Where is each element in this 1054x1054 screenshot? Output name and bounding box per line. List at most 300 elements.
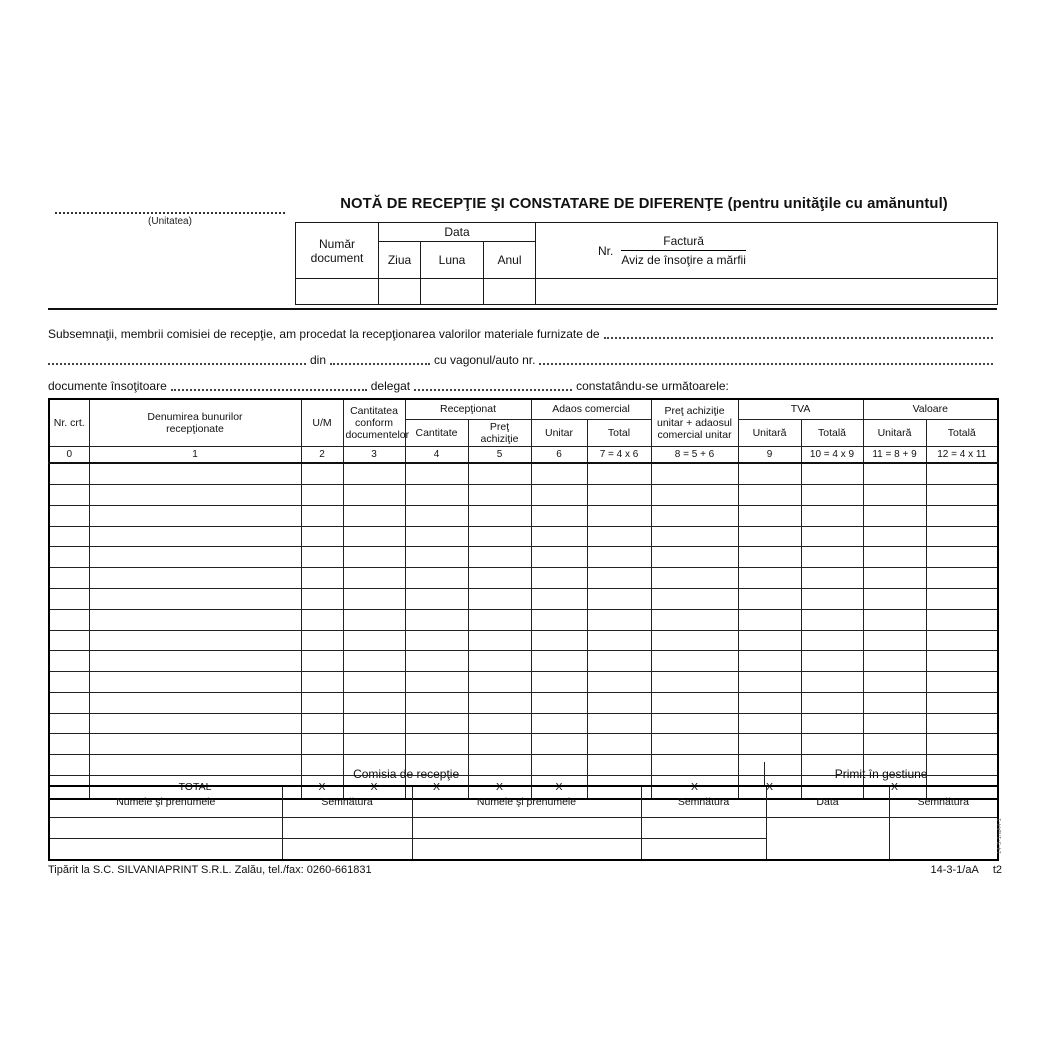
col-number: 9	[738, 447, 801, 464]
form-code	[750, 864, 1002, 876]
empty-cell	[468, 505, 531, 526]
empty-cell	[49, 484, 89, 505]
col-header-pret-adaos: Preţ achiziţie unitar + adaosul comercial unitar	[651, 399, 738, 447]
col-number: 4	[405, 447, 468, 464]
empty-cell	[89, 588, 301, 609]
empty-cell	[49, 692, 89, 713]
empty-cell	[468, 630, 531, 651]
sig-cell	[49, 818, 282, 839]
sig-cell	[49, 839, 282, 861]
sig-col-header: Semnătura	[282, 786, 412, 818]
empty-cell	[49, 568, 89, 589]
empty-cell	[343, 630, 405, 651]
sig-cell	[282, 818, 412, 839]
empty-cell	[49, 505, 89, 526]
empty-cell	[89, 484, 301, 505]
sig-cell	[412, 839, 641, 861]
empty-cell	[301, 630, 343, 651]
empty-cell	[801, 484, 863, 505]
numar-document-header: Număr document	[296, 223, 379, 279]
empty-cell	[531, 692, 587, 713]
ziua-cell	[379, 279, 421, 305]
empty-cell	[531, 505, 587, 526]
empty-cell	[531, 630, 587, 651]
empty-cell	[738, 526, 801, 547]
empty-cell	[738, 734, 801, 755]
empty-cell	[801, 734, 863, 755]
empty-cell	[587, 505, 651, 526]
empty-cell	[49, 609, 89, 630]
empty-cell	[89, 526, 301, 547]
empty-cell	[343, 713, 405, 734]
empty-cell	[738, 547, 801, 568]
empty-cell	[301, 463, 343, 484]
signature-section-header	[48, 762, 997, 785]
empty-cell	[801, 463, 863, 484]
empty-cell	[301, 692, 343, 713]
empty-cell	[651, 505, 738, 526]
empty-cell	[405, 484, 468, 505]
empty-cell	[301, 734, 343, 755]
reception-table	[48, 398, 999, 800]
empty-cell	[343, 505, 405, 526]
empty-cell	[343, 526, 405, 547]
empty-cell	[343, 609, 405, 630]
empty-cell	[531, 672, 587, 693]
empty-cell	[405, 651, 468, 672]
empty-cell	[405, 692, 468, 713]
col-number: 11 = 8 + 9	[863, 447, 926, 464]
empty-cell	[651, 609, 738, 630]
empty-cell	[89, 505, 301, 526]
ziua-header: Ziua	[379, 242, 421, 279]
col-number: 0	[49, 447, 89, 464]
empty-cell	[531, 651, 587, 672]
empty-cell	[49, 713, 89, 734]
empty-cell	[531, 463, 587, 484]
empty-cell	[738, 568, 801, 589]
sig-col-header: Numele şi prenumele	[49, 786, 282, 818]
empty-cell	[926, 734, 998, 755]
empty-cell	[49, 630, 89, 651]
intro-line-1-text: Subsemnaţii, membrii comisiei de recepţie, am procedat la recepţionarea valorilor materiale furnizate de	[48, 327, 600, 341]
empty-cell	[738, 463, 801, 484]
semnatura-cell	[889, 818, 998, 861]
empty-cell	[801, 588, 863, 609]
empty-cell	[301, 672, 343, 693]
unit-label: (Unitatea)	[148, 216, 192, 227]
total-cell: X	[343, 776, 405, 800]
col-header-cantitate: Cantitate	[405, 420, 468, 447]
total-cell: X	[405, 776, 468, 800]
signature-table	[48, 785, 999, 861]
intro-line-1	[48, 327, 997, 341]
table-row	[49, 630, 998, 651]
empty-cell	[801, 692, 863, 713]
total-cell: X	[651, 776, 738, 800]
form-edition: t2	[992, 864, 1002, 876]
col-number: 3	[343, 447, 405, 464]
col-number: 8 = 5 + 6	[651, 447, 738, 464]
sig-cell	[641, 839, 766, 861]
header-divider-rule	[48, 308, 997, 310]
empty-cell	[301, 505, 343, 526]
form-title: NOTĂ DE RECEPŢIE ŞI CONSTATARE DE DIFERENŢE (pentru unităţile cu amănuntul)	[340, 196, 948, 212]
empty-cell	[405, 630, 468, 651]
sig-col-header: Data	[766, 786, 889, 818]
empty-cell	[863, 630, 926, 651]
group-header-tva: TVA	[738, 399, 863, 420]
empty-cell	[531, 609, 587, 630]
empty-cell	[468, 713, 531, 734]
empty-cell	[531, 568, 587, 589]
empty-cell	[863, 526, 926, 547]
luna-cell	[421, 279, 484, 305]
vertical-print-code: 14-3-1/aA4-1	[997, 818, 1003, 854]
table-row	[49, 463, 998, 484]
factura-aviz-cell	[536, 223, 998, 279]
col-header-um: U/M	[301, 399, 343, 447]
empty-cell	[49, 672, 89, 693]
empty-cell	[863, 505, 926, 526]
col-header-total: Total	[587, 420, 651, 447]
table-row	[49, 672, 998, 693]
empty-cell	[49, 526, 89, 547]
empty-cell	[651, 734, 738, 755]
empty-cell	[801, 672, 863, 693]
empty-cell	[926, 672, 998, 693]
numar-document-cell	[296, 279, 379, 305]
empty-cell	[89, 713, 301, 734]
empty-cell	[343, 484, 405, 505]
empty-cell	[343, 651, 405, 672]
group-header-receptionat: Recepţionat	[405, 399, 531, 420]
col-header-denumire: Denumirea bunurilor recepţionate	[89, 399, 301, 447]
col-number: 7 = 4 x 6	[587, 447, 651, 464]
empty-cell	[801, 568, 863, 589]
empty-cell	[651, 692, 738, 713]
empty-cell	[343, 463, 405, 484]
empty-cell	[531, 588, 587, 609]
empty-cell	[89, 609, 301, 630]
empty-cell	[343, 588, 405, 609]
empty-cell	[801, 505, 863, 526]
empty-cell	[405, 568, 468, 589]
empty-cell	[926, 692, 998, 713]
sig-col-header: Numele şi prenumele	[412, 786, 641, 818]
group-header-valoare: Valoare	[863, 399, 998, 420]
empty-cell	[468, 609, 531, 630]
printer-credit: Tipărit la S.C. SILVANIAPRINT S.R.L. Zalău, tel./fax: 0260-661831	[48, 864, 372, 876]
col-header-unitar: Unitar	[531, 420, 587, 447]
col-header-tva-totala: Totală	[801, 420, 863, 447]
empty-cell	[531, 484, 587, 505]
empty-cell	[738, 609, 801, 630]
factura-aviz-fraction	[621, 234, 746, 267]
table-row	[49, 568, 998, 589]
fill-line	[48, 353, 306, 365]
empty-cell	[89, 568, 301, 589]
total-cell: X	[738, 776, 801, 800]
col-number: 1	[89, 447, 301, 464]
empty-cell	[926, 609, 998, 630]
col-number: 12 = 4 x 11	[926, 447, 998, 464]
empty-cell	[301, 547, 343, 568]
empty-cell	[468, 588, 531, 609]
empty-cell	[587, 609, 651, 630]
empty-cell	[926, 505, 998, 526]
total-label: TOTAL	[89, 776, 301, 800]
primit-header: Primit în gestiune	[764, 762, 997, 785]
factura-nr-cell	[536, 279, 998, 305]
empty-cell	[863, 609, 926, 630]
vagon-label: cu vagonul/auto nr.	[434, 353, 536, 367]
table-row	[49, 484, 998, 505]
empty-cell	[343, 672, 405, 693]
empty-cell	[863, 692, 926, 713]
signature-row	[49, 818, 998, 839]
empty-cell	[801, 713, 863, 734]
empty-cell	[587, 588, 651, 609]
empty-cell	[926, 713, 998, 734]
empty-cell	[651, 713, 738, 734]
empty-cell	[587, 734, 651, 755]
empty-cell	[863, 547, 926, 568]
empty-cell	[651, 651, 738, 672]
empty-cell	[89, 692, 301, 713]
anul-cell	[484, 279, 536, 305]
empty-cell	[651, 526, 738, 547]
column-number-row	[49, 447, 998, 464]
empty-cell	[587, 692, 651, 713]
empty-cell	[651, 630, 738, 651]
empty-cell	[89, 651, 301, 672]
empty-cell	[531, 734, 587, 755]
empty-cell	[531, 547, 587, 568]
empty-cell	[49, 547, 89, 568]
empty-cell	[863, 713, 926, 734]
empty-cell	[531, 526, 587, 547]
empty-cell	[405, 526, 468, 547]
fill-line	[414, 379, 572, 391]
empty-cell	[587, 630, 651, 651]
empty-cell	[301, 568, 343, 589]
empty-cell	[587, 484, 651, 505]
header-group-row	[49, 399, 998, 420]
empty-cell	[89, 672, 301, 693]
table-row	[49, 526, 998, 547]
document-header-table	[295, 222, 998, 305]
col-header-val-unitara: Unitară	[863, 420, 926, 447]
col-number: 10 = 4 x 9	[801, 447, 863, 464]
empty-cell	[301, 651, 343, 672]
empty-cell	[926, 630, 998, 651]
empty-cell	[926, 526, 998, 547]
constatand-label: constatându-se următoarele:	[576, 379, 729, 393]
empty-cell	[301, 526, 343, 547]
empty-cell	[301, 713, 343, 734]
empty-cell	[801, 526, 863, 547]
unit-fill-line	[55, 199, 285, 214]
empty-cell	[468, 672, 531, 693]
empty-cell	[587, 713, 651, 734]
empty-cell	[468, 463, 531, 484]
fill-line	[171, 379, 367, 391]
empty-cell	[468, 568, 531, 589]
col-header-val-totala: Totală	[926, 420, 998, 447]
nr-label: Nr.	[598, 243, 614, 258]
empty-cell	[468, 484, 531, 505]
empty-cell	[863, 463, 926, 484]
empty-cell	[405, 672, 468, 693]
table-row	[49, 713, 998, 734]
empty-cell	[651, 568, 738, 589]
empty-cell	[531, 713, 587, 734]
data-cell	[766, 818, 889, 861]
signature-header-row	[49, 786, 998, 818]
empty-cell	[863, 588, 926, 609]
empty-cell	[89, 734, 301, 755]
table-row	[49, 547, 998, 568]
total-cell: X	[863, 776, 926, 800]
empty-cell	[738, 672, 801, 693]
col-number: 6	[531, 447, 587, 464]
empty-cell	[587, 547, 651, 568]
empty-cell	[343, 547, 405, 568]
fill-line	[330, 353, 430, 365]
empty-cell	[587, 672, 651, 693]
empty-cell	[926, 547, 998, 568]
empty-cell	[738, 651, 801, 672]
factura-label: Factură	[621, 234, 746, 251]
empty-cell	[301, 588, 343, 609]
empty-cell	[468, 547, 531, 568]
col-header-tva-unitara: Unitară	[738, 420, 801, 447]
empty-cell	[587, 651, 651, 672]
col-number: 2	[301, 447, 343, 464]
empty-cell	[738, 630, 801, 651]
empty-cell	[405, 713, 468, 734]
table-row	[49, 651, 998, 672]
empty-cell	[343, 692, 405, 713]
empty-cell	[738, 505, 801, 526]
din-label: din	[310, 353, 327, 367]
col-header-cant-conform: Cantitatea conform documentelor	[343, 399, 405, 447]
table-row	[49, 692, 998, 713]
empty-cell	[926, 588, 998, 609]
empty-cell	[301, 484, 343, 505]
empty-cell	[863, 734, 926, 755]
empty-cell	[301, 609, 343, 630]
empty-cell	[926, 484, 998, 505]
empty-cell	[49, 588, 89, 609]
luna-header: Luna	[421, 242, 484, 279]
empty-cell	[405, 463, 468, 484]
data-group-header: Data	[379, 223, 536, 242]
col-header-nr-crt: Nr. crt.	[49, 399, 89, 447]
empty-cell	[587, 463, 651, 484]
empty-cell	[468, 734, 531, 755]
sig-col-header: Semnătura	[641, 786, 766, 818]
intro-line-3	[48, 379, 997, 393]
anul-header: Anul	[484, 242, 536, 279]
table-row	[49, 505, 998, 526]
empty-cell	[801, 609, 863, 630]
empty-cell	[49, 651, 89, 672]
total-cell: X	[531, 776, 587, 800]
empty-cell	[89, 463, 301, 484]
empty-cell	[405, 609, 468, 630]
empty-cell	[651, 588, 738, 609]
empty-cell	[343, 568, 405, 589]
empty-cell	[863, 484, 926, 505]
comisia-header: Comisia de recepţie	[353, 766, 460, 781]
empty-cell	[926, 463, 998, 484]
empty-cell	[89, 630, 301, 651]
empty-cell	[468, 526, 531, 547]
total-cell: X	[301, 776, 343, 800]
empty-cell	[405, 547, 468, 568]
empty-cell	[801, 547, 863, 568]
empty-cell	[738, 588, 801, 609]
documente-label: documente însoţitoare	[48, 379, 167, 393]
empty-cell	[405, 505, 468, 526]
table-row	[49, 609, 998, 630]
fill-line	[539, 353, 993, 365]
empty-cell	[587, 568, 651, 589]
empty-cell	[405, 734, 468, 755]
sig-cell	[282, 839, 412, 861]
total-cell: X	[468, 776, 531, 800]
group-header-adaos: Adaos comercial	[531, 399, 651, 420]
empty-cell	[926, 568, 998, 589]
empty-cell	[405, 588, 468, 609]
empty-cell	[587, 526, 651, 547]
delegat-label: delegat	[370, 379, 411, 393]
sig-cell	[641, 818, 766, 839]
col-header-pret-achizitie: Preţ achiziţie	[468, 420, 531, 447]
empty-cell	[801, 651, 863, 672]
intro-line-2	[48, 353, 997, 367]
table-row	[49, 734, 998, 755]
empty-cell	[89, 547, 301, 568]
empty-cell	[738, 692, 801, 713]
empty-cell	[468, 692, 531, 713]
empty-cell	[651, 547, 738, 568]
empty-cell	[863, 672, 926, 693]
empty-cell	[468, 651, 531, 672]
form-code-number: 14-3-1/aA	[930, 864, 979, 876]
sig-col-header: Semnătura	[889, 786, 998, 818]
empty-cell	[738, 713, 801, 734]
main-table-empty-rows	[49, 463, 998, 775]
empty-cell	[49, 463, 89, 484]
empty-cell	[926, 651, 998, 672]
aviz-label: Aviz de însoţire a mărfii	[621, 253, 746, 267]
empty-cell	[863, 568, 926, 589]
empty-cell	[651, 484, 738, 505]
empty-cell	[738, 484, 801, 505]
empty-cell	[863, 651, 926, 672]
empty-cell	[343, 734, 405, 755]
table-row	[49, 588, 998, 609]
empty-cell	[651, 463, 738, 484]
empty-cell	[651, 672, 738, 693]
col-number: 5	[468, 447, 531, 464]
empty-cell	[801, 630, 863, 651]
empty-cell	[49, 734, 89, 755]
fill-line	[604, 327, 993, 339]
